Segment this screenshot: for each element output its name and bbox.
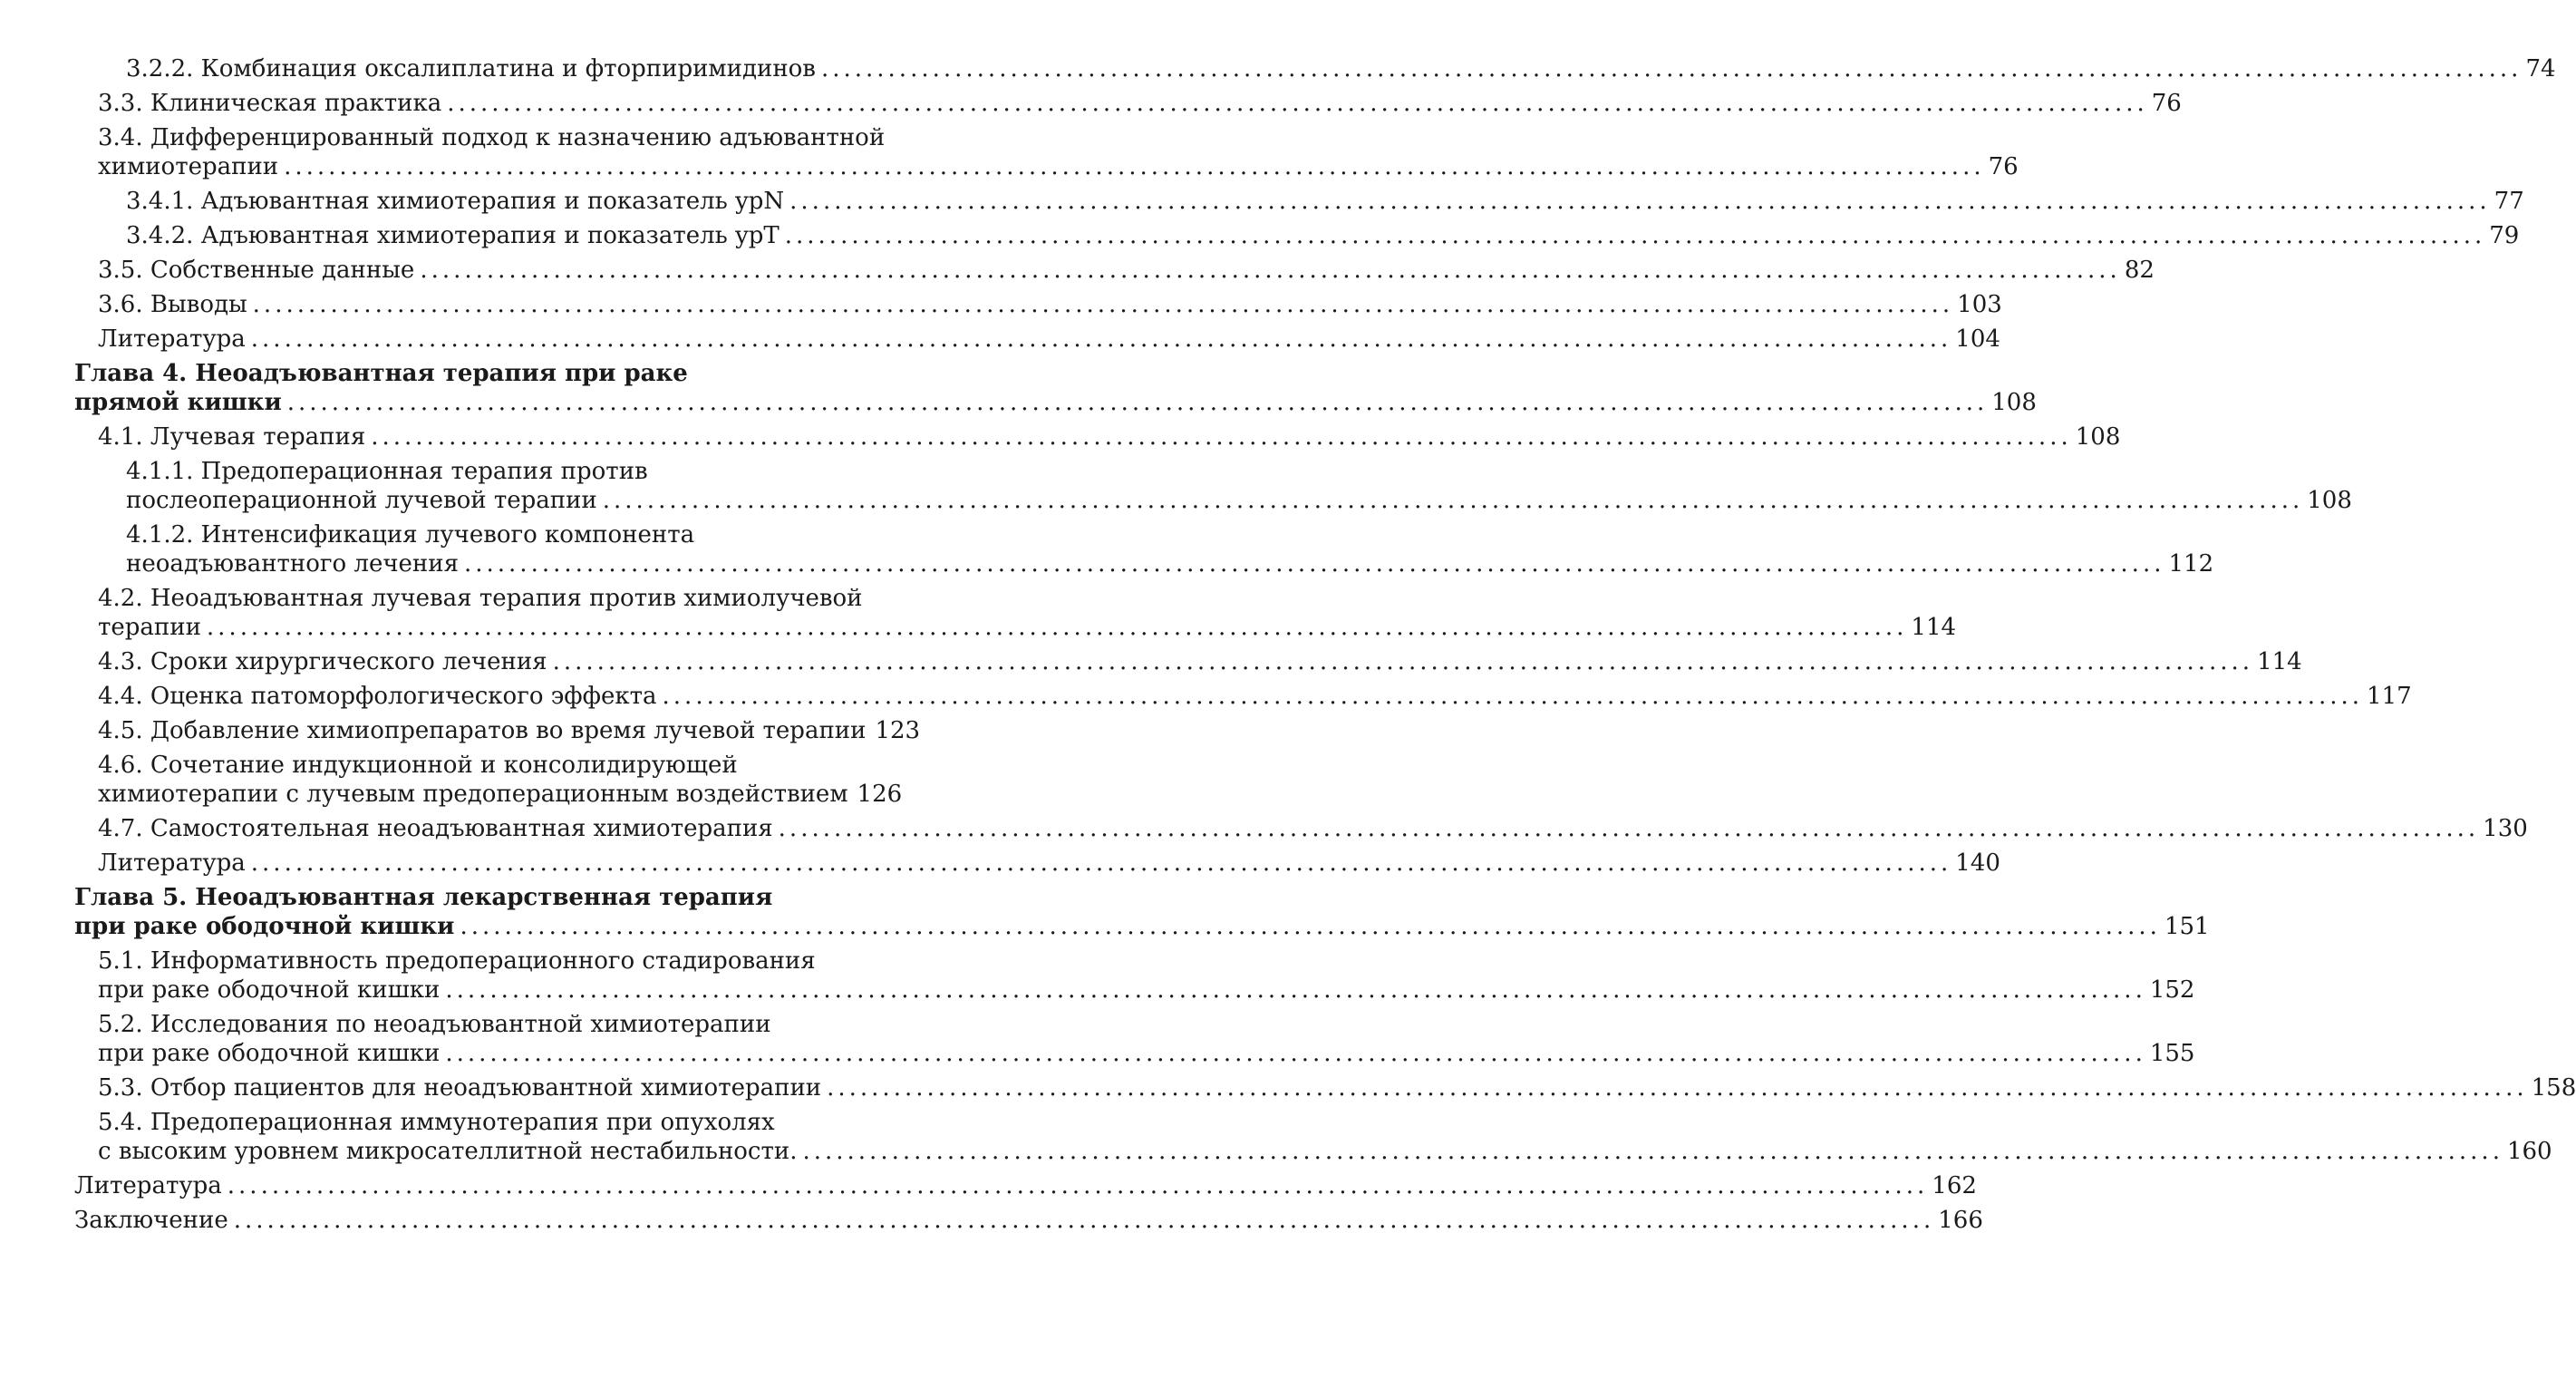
- page-number: 166: [1938, 1207, 1983, 1234]
- dot-leader: [663, 682, 2364, 711]
- toc-entry-title-line: 3.2.2. Комбинация оксалиплатина и фторпиримидинов: [126, 55, 816, 83]
- toc-entry[interactable]: [74, 325, 2000, 354]
- toc-entry-title-line: 3.4. Дифференцированный подход к назначению адъювантной: [98, 124, 886, 151]
- toc-entry[interactable]: [74, 849, 2000, 878]
- toc-entry-row: [126, 187, 2524, 216]
- toc-entry-title-line: 4.1.1. Предоперационная терапия против: [126, 458, 648, 485]
- toc-entry-row: [126, 221, 2520, 250]
- table-of-contents: [74, 54, 2576, 1240]
- toc-entry-title-line: при раке ободочной кишки: [98, 1040, 441, 1067]
- toc-entry[interactable]: [74, 751, 903, 809]
- toc-entry-title-line: 3.4.2. Адъювантная химиотерапия и показатель ypT: [126, 222, 780, 249]
- dot-leader: [785, 221, 2486, 250]
- toc-entry-title-line: Литература: [98, 849, 246, 877]
- page-number: 123: [875, 717, 921, 744]
- toc-entry[interactable]: [74, 1108, 2552, 1166]
- toc-chapter-entry[interactable]: [74, 359, 2037, 417]
- toc-entry-row: [126, 54, 2556, 83]
- toc-entry[interactable]: [74, 947, 2195, 1005]
- dot-leader: [821, 54, 2523, 83]
- dot-leader: [779, 814, 2480, 843]
- toc-entry-row: [74, 912, 2210, 941]
- toc-entry-row: [98, 647, 2302, 676]
- toc-entry[interactable]: [74, 814, 2528, 843]
- toc-entry-title-line: терапии: [98, 614, 201, 641]
- toc-entry-title-line: Заключение: [74, 1207, 228, 1234]
- toc-entry-row: [98, 814, 2528, 843]
- toc-entry-title-line: химиотерапии: [98, 153, 279, 180]
- toc-entry-row: [98, 780, 903, 809]
- dot-leader: [251, 325, 1952, 354]
- page-number: 114: [2257, 648, 2302, 675]
- toc-entry-title-line: послеоперационной лучевой терапии: [126, 487, 597, 514]
- toc-entry[interactable]: [74, 422, 2121, 451]
- page-number: 108: [2075, 423, 2121, 451]
- page-number: 79: [2489, 222, 2520, 249]
- toc-entry-row: [98, 256, 2155, 285]
- toc-entry-title-line: 3.3. Клиническая практика: [98, 90, 442, 117]
- toc-entry-title-line: 5.2. Исследования по неоадъювантной химиотерапии: [98, 1011, 771, 1038]
- toc-entry-row: [126, 549, 2214, 578]
- page-number: 130: [2483, 815, 2528, 842]
- toc-entry-title-line: Глава 5. Неоадъювантная лекарственная терапия: [74, 884, 773, 911]
- toc-entry-title-line: Литература: [98, 325, 246, 353]
- page-number: 151: [2164, 913, 2210, 940]
- toc-entry-row: [126, 486, 2352, 515]
- toc-entry-title-line: 3.6. Выводы: [98, 291, 247, 318]
- dot-leader: [802, 1137, 2503, 1166]
- toc-entry-title-line: 5.1. Информативность предоперационного стадирования: [98, 947, 816, 975]
- dot-leader: [228, 1171, 1929, 1200]
- dot-leader: [827, 1073, 2528, 1102]
- page-number: 82: [2124, 257, 2155, 284]
- page-number: 76: [2151, 90, 2182, 117]
- page-number: 112: [2168, 550, 2214, 578]
- toc-entry-title-line: 5.3. Отбор пациентов для неоадъювантной химиотерапии: [98, 1074, 822, 1102]
- toc-entry-row: [98, 1137, 2552, 1166]
- page-number: 76: [1988, 153, 2019, 180]
- page-number: 114: [1911, 614, 1957, 641]
- page-number: 108: [1991, 389, 2037, 416]
- toc-entry[interactable]: [74, 89, 2182, 118]
- dot-leader: [603, 486, 2304, 515]
- toc-entry-title-line: при раке ободочной кишки: [98, 976, 441, 1004]
- toc-entry[interactable]: [74, 221, 2520, 250]
- page-number: 162: [1932, 1172, 1977, 1199]
- toc-entry[interactable]: [74, 123, 2019, 181]
- dot-leader: [207, 613, 1908, 642]
- dot-leader: [253, 290, 1954, 319]
- dot-leader: [284, 152, 1985, 181]
- page-number: 152: [2149, 976, 2195, 1004]
- toc-entry-row: [98, 976, 2195, 1005]
- toc-entry-row: [98, 716, 921, 745]
- toc-entry-row: [98, 1039, 2195, 1068]
- toc-entry-title-line: 4.6. Сочетание индукционной и консолидирующей: [98, 752, 738, 779]
- toc-entry-row: [74, 388, 2037, 417]
- toc-entry-row: [74, 1206, 1983, 1235]
- dot-leader: [445, 976, 2146, 1005]
- toc-entry-row: [98, 422, 2121, 451]
- toc-entry-title-line: 4.2. Неоадъювантная лучевая терапия против химиолучевой: [98, 585, 863, 612]
- page-number: 103: [1957, 291, 2002, 318]
- dot-leader: [420, 256, 2121, 285]
- toc-entry[interactable]: [74, 1206, 1983, 1235]
- dot-leader: [371, 422, 2072, 451]
- toc-entry-row: [98, 89, 2182, 118]
- toc-entry-title-line: 4.4. Оценка патоморфологического эффекта: [98, 683, 657, 710]
- toc-entry-row: [98, 613, 1957, 642]
- page-number: 77: [2494, 188, 2524, 215]
- toc-entry-title-line: 4.1.2. Интенсификация лучевого компонента: [126, 521, 695, 549]
- toc-entry-title-line: Литература: [74, 1172, 222, 1199]
- dot-leader: [460, 912, 2161, 941]
- dot-leader: [287, 388, 1989, 417]
- toc-entry-title-line: при раке ободочной кишки: [74, 913, 455, 940]
- dot-leader: [447, 89, 2148, 118]
- toc-entry-row: [98, 325, 2000, 354]
- page-number: 104: [1955, 325, 2000, 353]
- page-number: 126: [857, 781, 903, 808]
- toc-entry-title-line: с высоким уровнем микросателлитной нестабильности.: [98, 1138, 798, 1165]
- toc-entry-row: [98, 682, 2412, 711]
- toc-entry[interactable]: [74, 457, 2352, 515]
- toc-entry-title-line: 5.4. Предоперационная иммунотерапия при опухолях: [98, 1109, 775, 1136]
- toc-entry-title-line: Глава 4. Неоадъювантная терапия при раке: [74, 360, 688, 387]
- toc-entry-title-line: прямой кишки: [74, 389, 282, 416]
- dot-leader: [464, 549, 2165, 578]
- dot-leader: [553, 647, 2254, 676]
- page-number: 74: [2525, 55, 2556, 83]
- toc-entry-title-line: 4.5. Добавление химиопрепаратов во время лучевой терапии: [98, 717, 867, 744]
- toc-entry[interactable]: [74, 716, 921, 745]
- toc-entry-title-line: 4.1. Лучевая терапия: [98, 423, 366, 451]
- toc-entry-title-line: 4.3. Сроки хирургического лечения: [98, 648, 547, 675]
- page-number: 155: [2149, 1040, 2195, 1067]
- page-number: 140: [1955, 849, 2000, 877]
- toc-entry[interactable]: [74, 584, 1957, 642]
- toc-entry-title-line: 4.7. Самостоятельная неоадъювантная химиотерапия: [98, 815, 773, 842]
- toc-entry-title-line: 3.5. Собственные данные: [98, 257, 415, 284]
- toc-entry[interactable]: [74, 54, 2556, 83]
- page-number: 158: [2531, 1074, 2576, 1102]
- page-number: 160: [2506, 1138, 2552, 1165]
- toc-entry[interactable]: [74, 1010, 2195, 1068]
- toc-entry[interactable]: [74, 1171, 1977, 1200]
- dot-leader: [251, 849, 1952, 878]
- toc-entry-row: [74, 1171, 1977, 1200]
- toc-entry[interactable]: [74, 290, 2002, 319]
- dot-leader: [445, 1039, 2146, 1068]
- toc-entry[interactable]: [74, 520, 2214, 578]
- dot-leader: [789, 187, 2491, 216]
- toc-entry[interactable]: [74, 682, 2412, 711]
- toc-chapter-entry[interactable]: [74, 883, 2210, 941]
- toc-entry-title-line: неоадъювантного лечения: [126, 550, 459, 578]
- page-number: 117: [2367, 683, 2412, 710]
- toc-entry-title-line: химиотерапии с лучевым предоперационным воздействием: [98, 781, 848, 808]
- toc-entry[interactable]: [74, 187, 2524, 216]
- toc-entry[interactable]: [74, 256, 2155, 285]
- toc-entry[interactable]: [74, 647, 2302, 676]
- toc-entry[interactable]: [74, 1073, 2576, 1102]
- toc-entry-row: [98, 152, 2019, 181]
- dot-leader: [234, 1206, 1935, 1235]
- page-number: 108: [2307, 487, 2352, 514]
- toc-entry-row: [98, 1073, 2576, 1102]
- toc-entry-title-line: 3.4.1. Адъювантная химиотерапия и показатель ypN: [126, 188, 785, 215]
- toc-entry-row: [98, 290, 2002, 319]
- toc-entry-row: [98, 849, 2000, 878]
